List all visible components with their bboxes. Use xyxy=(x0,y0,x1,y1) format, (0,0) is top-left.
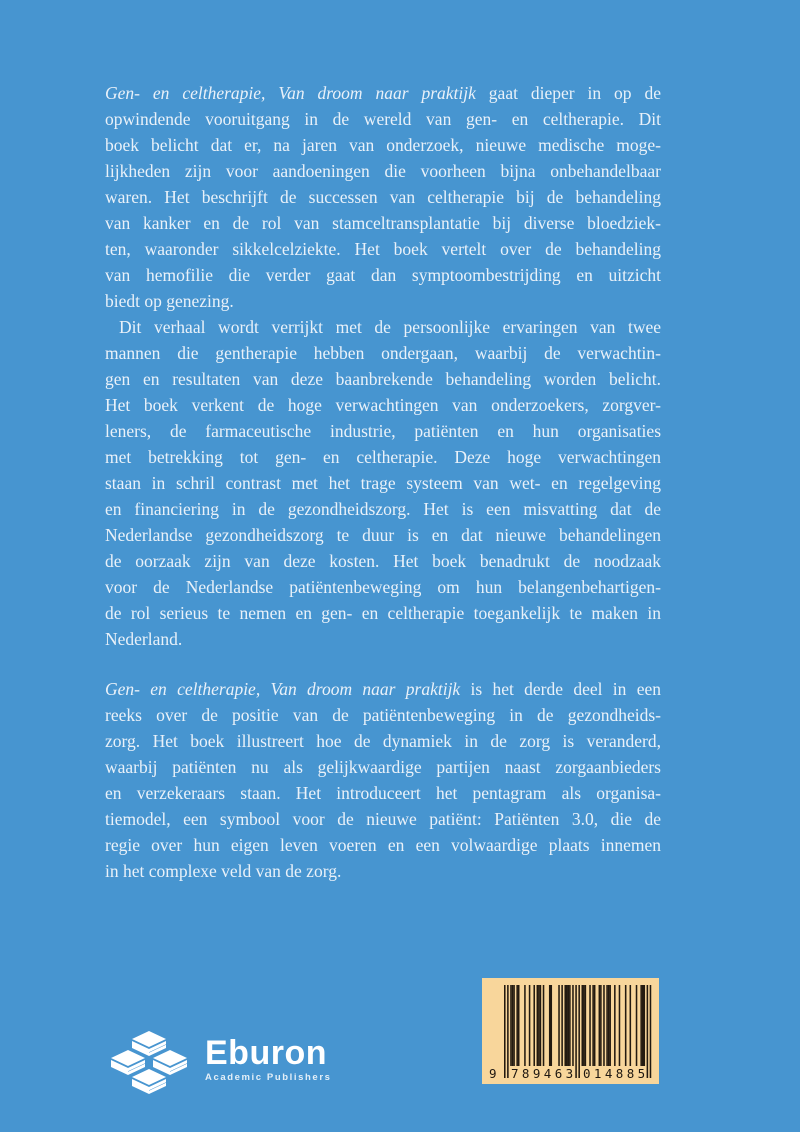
publisher-logo xyxy=(110,1031,332,1095)
body-line: staan in schril contrast met het trage systeem van wet- en regelgeving xyxy=(105,473,661,493)
body-line: Nederland. xyxy=(105,629,183,649)
body-line: Dit verhaal wordt verrijkt met de persoonlijke ervaringen van twee xyxy=(119,317,661,337)
barcode-digit-group: 014885 xyxy=(583,1066,649,1081)
body-line: lijkheden zijn voor aandoeningen die voorheen bijna onbehandelbaar xyxy=(105,161,661,181)
body-line: de rol serieus te nemen en gen- en celtherapie toegankelijk te maken in xyxy=(105,603,661,623)
text-segment: gaat dieper in op de xyxy=(475,83,661,103)
publisher-text-block xyxy=(205,1034,332,1083)
book-title-italic: Gen- en celtherapie, Van droom naar praktijk xyxy=(105,679,461,699)
body-line: gen en resultaten van deze baanbrekende behandeling worden belicht. xyxy=(105,369,661,389)
body-line: van kanker en de rol van stamceltransplantatie bij diverse bloedziek- xyxy=(105,213,661,233)
body-line: de oorzaak zijn van deze kosten. Het boek benadrukt de noodzaak xyxy=(105,551,661,571)
isbn-barcode xyxy=(482,978,659,1084)
barcode-digit-group: 789463 xyxy=(511,1066,577,1081)
text-segment: is het derde deel in een xyxy=(460,679,661,699)
publisher-name: Eburon xyxy=(205,1034,327,1072)
body-line: en verzekeraars staan. Het introduceert het pentagram als organisa- xyxy=(105,783,661,803)
body-line: voor de Nederlandse patiëntenbeweging om hun belangenbehartigen- xyxy=(105,577,661,597)
body-line: en financiering in de gezondheidszorg. Het is een misvatting dat de xyxy=(105,499,661,519)
body-line xyxy=(105,676,661,702)
body-line: regie over hun eigen leven voeren en een volwaardige plaats innemen xyxy=(105,835,661,855)
body-line: leners, de farmaceutische industrie, patiënten en hun organisaties xyxy=(105,421,661,441)
body-line: in het complexe veld van de zorg. xyxy=(105,861,342,881)
book-title-italic: Gen- en celtherapie, Van droom naar praktijk xyxy=(105,83,476,103)
body-line: mannen die gentherapie hebben ondergaan, waarbij de verwachtin- xyxy=(105,343,661,363)
body-line: Nederlandse gezondheidszorg te duur is en dat nieuwe behandelingen xyxy=(105,525,661,545)
body-line: zorg. Het boek illustreert hoe de dynamiek in de zorg is veranderd, xyxy=(105,731,661,751)
body-line: waarbij patiënten nu als gelijkwaardige partijen naast zorgaanbieders xyxy=(105,757,661,777)
body-line: Het boek verkent de hoge verwachtingen van onderzoekers, zorgver- xyxy=(105,395,661,415)
body-line: van hemofilie die verder gaat dan symptoombestrijding en uitzicht xyxy=(105,265,661,285)
back-cover-text xyxy=(105,80,661,884)
eburon-books-icon xyxy=(110,1031,188,1095)
paragraph xyxy=(105,314,661,652)
body-line xyxy=(105,80,661,106)
paragraph xyxy=(105,676,661,884)
publisher-tagline: Academic Publishers xyxy=(205,1072,332,1083)
barcode-digit-group: 9 xyxy=(489,1066,497,1081)
body-line: boek belicht dat er, na jaren van onderzoek, nieuwe medische moge- xyxy=(105,135,661,155)
body-line: biedt op genezing. xyxy=(105,291,234,311)
body-line: met betrekking tot gen- en celtherapie. Deze hoge verwachtingen xyxy=(105,447,661,467)
body-line: ten, waaronder sikkelcelziekte. Het boek vertelt over de behandeling xyxy=(105,239,661,259)
body-line: tiemodel, een symbool voor de nieuwe patiënt: Patiënten 3.0, die de xyxy=(105,809,661,829)
body-line: reeks over de positie van de patiëntenbeweging in de gezondheids- xyxy=(105,705,661,725)
paragraph xyxy=(105,80,661,314)
body-line: opwindende vooruitgang in de wereld van gen- en celtherapie. Dit xyxy=(105,109,661,129)
body-line: waren. Het beschrijft de successen van celtherapie bij de behandeling xyxy=(105,187,661,207)
